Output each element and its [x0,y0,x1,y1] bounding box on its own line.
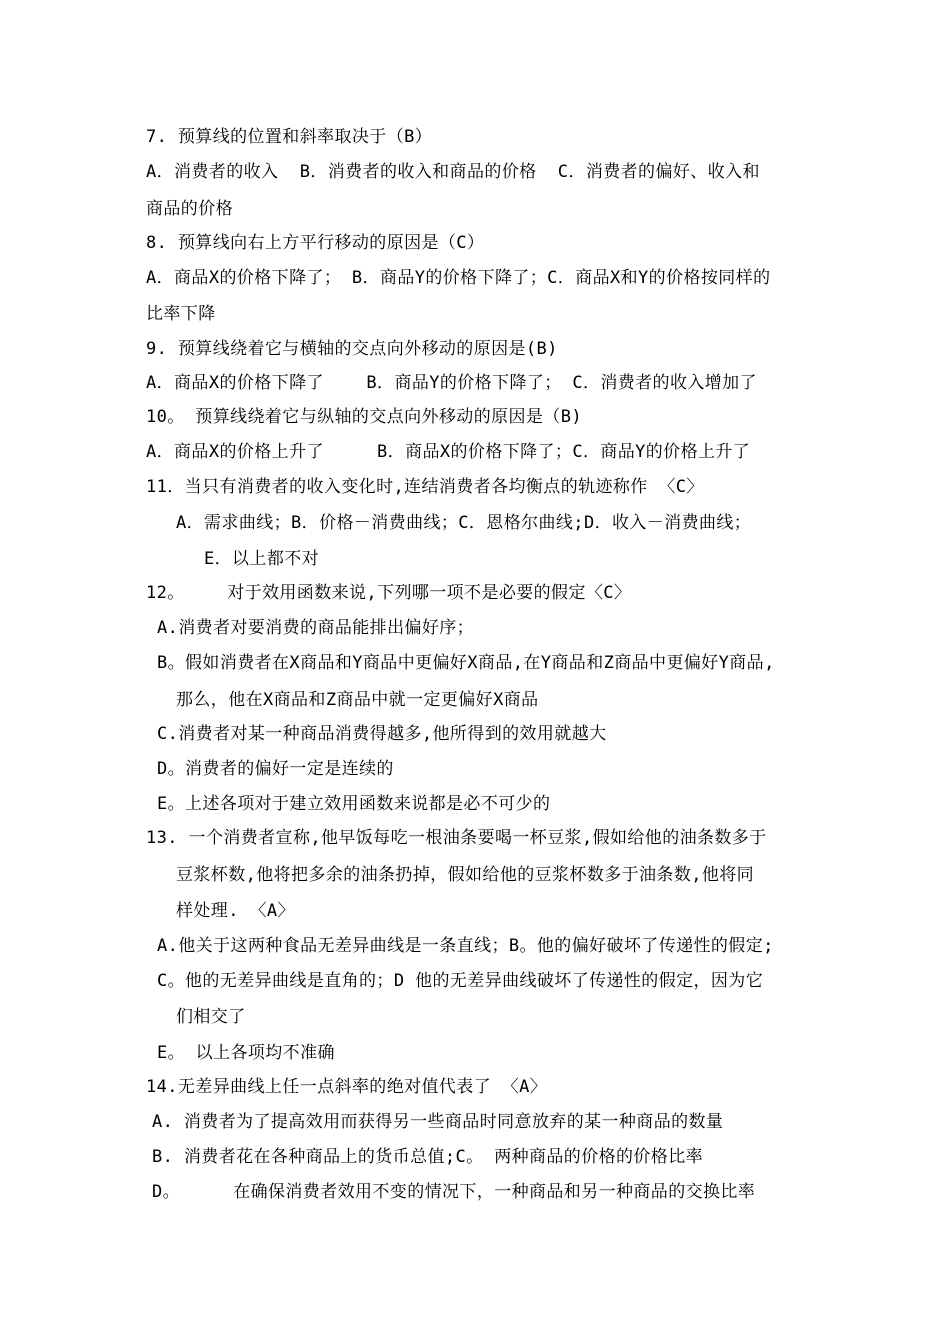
q14-option-b-c: B. 消费者花在各种商品上的货币总值;C。 两种商品的价格的价格比率 [152,1147,704,1167]
q13-options-line1: A.他关于这两种食品无差异曲线是一条直线；B。他的偏好破坏了传递性的假定; [157,936,774,956]
q12-option-b-line1: B。假如消费者在X商品和Y商品中更偏好X商品,在Y商品和Z商品中更偏好Y商品, [157,653,775,673]
q12-option-c: C.消费者对某一种商品消费得越多,他所得到的效用就越大 [157,724,607,744]
q11-options-line1: A．需求曲线；B．价格－消费曲线；C．恩格尔曲线;D．收入－消费曲线； [176,513,752,533]
q7-options-line2: 商品的价格 [146,199,233,219]
q7-options-line1: A．消费者的收入 B．消费者的收入和商品的价格 C．消费者的偏好、收入和 [146,162,760,182]
q12-option-b-line2: 那么，他在X商品和Z商品中就一定更偏好X商品 [176,690,539,710]
q8-stem: 8. 预算线向右上方平行移动的原因是（C） [146,233,485,253]
q8-options-line2: 比率下降 [146,304,216,324]
q13-option-e: E。 以上各项均不准确 [157,1043,335,1063]
q13-options-line3: 们相交了 [176,1007,246,1027]
q9-stem: 9. 预算线绕着它与横轴的交点向外移动的原因是(B) [146,339,558,359]
q13-stem-line3: 样处理. 〈A〉 [176,901,295,921]
q13-options-line2: C。他的无差异曲线是直角的；D 他的无差异曲线破坏了传递性的假定，因为它 [157,971,764,991]
q9-options: A．商品X的价格下降了 B．商品Y的价格下降了； C．消费者的收入增加了 [146,373,757,393]
q13-stem-line2: 豆浆杯数,他将把多余的油条扔掉，假如给他的豆浆杯数多于油条数,他将同 [176,865,755,885]
q12-option-d: D。消费者的偏好一定是连续的 [157,759,394,779]
q10-stem: 10。 预算线绕着它与纵轴的交点向外移动的原因是（B) [146,407,582,427]
q8-options-line1: A．商品X的价格下降了； B．商品Y的价格下降了；C．商品X和Y的价格按同样的 [146,268,771,288]
q14-option-a: A. 消费者为了提高效用而获得另一些商品时同意放弃的某一种商品的数量 [152,1112,724,1132]
q11-options-line2: E．以上都不对 [204,549,320,569]
q12-option-a: A.消费者对要消费的商品能排出偏好序； [157,618,475,638]
q12-option-e: E。上述各项对于建立效用函数来说都是必不可少的 [157,794,551,814]
q12-stem: 12。 对于效用函数来说,下列哪一项不是必要的假定〈C〉 [146,583,632,603]
q14-stem: 14.无差异曲线上任一点斜率的绝对值代表了 〈A〉 [146,1077,548,1097]
q11-stem: 11．当只有消费者的收入变化时,连结消费者各均衡点的轨迹称作 〈C〉 [146,477,704,497]
q13-stem-line1: 13. 一个消费者宣称,他早饭每吃一根油条要喝一杯豆浆,假如给他的油条数多于 [146,828,767,848]
q14-option-d: D。 在确保消费者效用不变的情况下，一种商品和另一种商品的交换比率 [152,1182,756,1202]
q7-stem: 7. 预算线的位置和斜率取决于（B） [146,127,433,147]
q10-options: A．商品X的价格上升了 B．商品X的价格下降了；C．商品Y的价格上升了 [146,442,751,462]
